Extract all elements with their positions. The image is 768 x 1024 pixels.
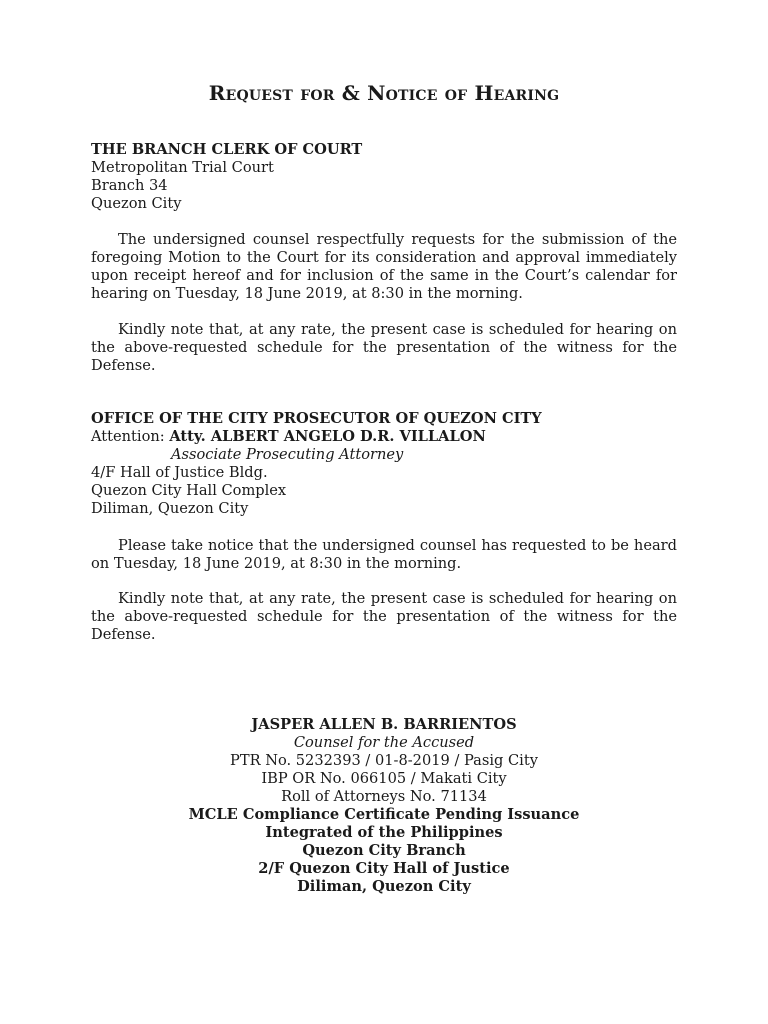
clerk-request-paragraph-block (91, 231, 677, 303)
clerk-request-paragraph: The undersigned counsel respectfully requests for the submission of the foregoing Motion to the Court for its consideration and approval immediately upon receipt hereof and for inclusion of the same in the Court’s calendar for hearing on Tuesday, 18 June 2019, at 8:30 in the morning. (91, 231, 677, 302)
clerk-addressee: THE BRANCH CLERK OF COURT (91, 141, 363, 158)
prosecutor-address-block (91, 410, 677, 518)
signatory-name: JASPER ALLEN B. BARRIENTOS (251, 716, 517, 733)
integrated-bar: Integrated of the Philippines (265, 824, 503, 841)
clerk-address-block (91, 141, 677, 213)
signature-block (0, 716, 768, 896)
signature-address-line-1: 2/F Quezon City Hall of Justice (258, 860, 510, 877)
prosecutor-address-line-1: 4/F Hall of Justice Bldg. (91, 464, 268, 481)
signature-address-line-2: Diliman, Quezon City (297, 878, 471, 895)
clerk-city: Quezon City (91, 195, 182, 212)
document-title: Request for & Notice of Hearing (208, 81, 560, 105)
clerk-note-paragraph-block (91, 321, 677, 375)
ibp-number: IBP OR No. 066105 / Makati City (261, 770, 507, 787)
prosecutor-note-paragraph: Kindly note that, at any rate, the present case is scheduled for hearing on the above-requested schedule for the presentation of the witness for the Defense. (91, 590, 677, 643)
signature-branch: Quezon City Branch (302, 842, 466, 859)
ptr-number: PTR No. 5232393 / 01-8-2019 / Pasig City (230, 752, 538, 769)
prosecutor-note-paragraph-block (91, 590, 677, 644)
prosecutor-notice-paragraph-block (91, 537, 677, 573)
clerk-court: Metropolitan Trial Court (91, 159, 274, 176)
attention-title: Associate Prosecuting Attorney (171, 446, 404, 463)
signatory-role: Counsel for the Accused (293, 734, 475, 751)
prosecutor-notice-paragraph: Please take notice that the undersigned counsel has requested to be heard on Tuesday, 18 June 2019, at 8:30 in the morning. (91, 537, 677, 572)
prosecutor-address-line-2: Quezon City Hall Complex (91, 482, 287, 499)
attention-name: Atty. ALBERT ANGELO D.R. VILLALON (169, 428, 486, 445)
roll-of-attorneys: Roll of Attorneys No. 71134 (281, 788, 487, 805)
attention-label: Attention: (91, 428, 165, 445)
prosecutor-office: OFFICE OF THE CITY PROSECUTOR OF QUEZON CITY (91, 410, 542, 427)
clerk-branch: Branch 34 (91, 177, 168, 194)
clerk-note-paragraph: Kindly note that, at any rate, the present case is scheduled for hearing on the above-requested schedule for the presentation of the witness for the Defense. (91, 321, 677, 374)
mcle-compliance: MCLE Compliance Certificate Pending Issuance (188, 806, 580, 823)
prosecutor-address-line-3: Diliman, Quezon City (91, 500, 249, 517)
attention-line (91, 428, 677, 446)
